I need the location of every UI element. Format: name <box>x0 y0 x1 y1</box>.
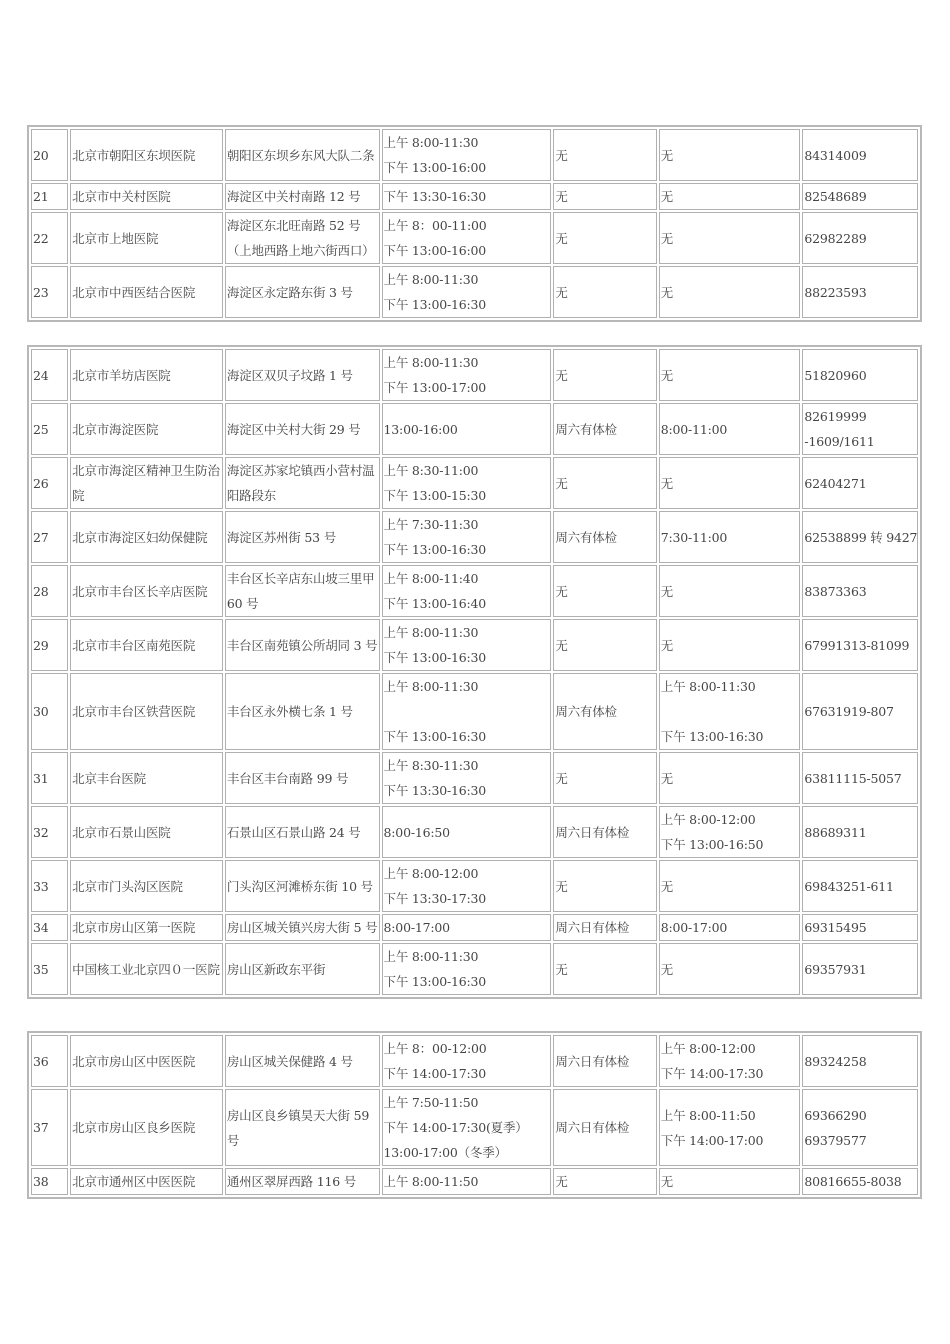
table-block-1 <box>27 125 922 322</box>
cell-line: 84314009 <box>804 147 867 163</box>
row-number: 34 <box>31 914 68 941</box>
phone-number <box>802 212 918 264</box>
weekend-hours <box>659 914 801 941</box>
cell-line: 无 <box>660 961 674 977</box>
phone-number <box>802 943 918 995</box>
hospital-table-3 <box>29 1033 920 1197</box>
cell-line: 下午 13:00-16:30 <box>383 650 486 665</box>
hospital-name: 北京市丰台区铁营医院 <box>70 673 223 750</box>
weekend-hours <box>659 1035 801 1087</box>
cell-line: 上午 8：00-12:00 <box>383 1041 487 1056</box>
weekend-exam: 无 <box>553 457 656 509</box>
hospital-address: 丰台区长辛店东山坡三里甲 60 号 <box>225 565 380 617</box>
line-spacer <box>661 699 800 724</box>
hospital-name: 北京市通州区中医医院 <box>70 1168 223 1195</box>
cell-line: 上午 8:30-11:30 <box>383 758 479 773</box>
weekend-exam: 周六日有体检 <box>553 1035 656 1087</box>
phone-number <box>802 1168 918 1195</box>
cell-line: 上午 7:30-11:30 <box>383 517 479 532</box>
hospital-name: 北京市石景山医院 <box>70 806 223 858</box>
cell-line: 无 <box>660 284 674 300</box>
row-number: 23 <box>31 266 68 318</box>
weekend-hours <box>659 403 801 455</box>
cell-line: 8:00-16:50 <box>383 824 450 840</box>
cell-line: 上午 8:00-12:00 <box>660 1041 756 1056</box>
cell-line: 51820960 <box>804 367 867 383</box>
weekend-hours <box>659 266 801 318</box>
hospital-name: 北京市房山区第一医院 <box>70 914 223 941</box>
table-row <box>31 1035 918 1087</box>
cell-line: 上午 8:00-11:30 <box>383 272 479 287</box>
cell-line: 67991313-81099 <box>804 637 910 653</box>
weekend-hours <box>659 1168 801 1195</box>
hospital-address: 海淀区苏家坨镇西小营村温阳路段东 <box>225 457 380 509</box>
phone-number <box>802 619 918 671</box>
cell-line: 无 <box>660 147 674 163</box>
cell-line: 82619999 <box>804 409 867 424</box>
hospital-address: 房山区新政东平街 <box>225 943 380 995</box>
weekend-exam: 周六有体检 <box>553 673 656 750</box>
hospital-address: 海淀区永定路东街 3 号 <box>225 266 380 318</box>
hospital-address: 海淀区双贝子坟路 1 号 <box>225 349 380 401</box>
phone-number <box>802 511 918 563</box>
hospital-table-2 <box>29 347 920 997</box>
cell-line: 上午 8:00-12:00 <box>660 812 756 827</box>
cell-line: 上午 8:00-11:30 <box>383 135 479 150</box>
cell-line: 63811115-5057 <box>804 770 902 786</box>
weekday-hours <box>382 511 552 563</box>
cell-line: 无 <box>660 1174 674 1189</box>
cell-line: 下午 13:00-16:40 <box>383 596 486 611</box>
row-number: 32 <box>31 806 68 858</box>
weekend-hours <box>659 860 801 912</box>
weekday-hours <box>382 212 552 264</box>
table-row <box>31 914 918 941</box>
weekend-hours <box>659 565 801 617</box>
row-number: 30 <box>31 673 68 750</box>
row-number: 27 <box>31 511 68 563</box>
cell-line: 69315495 <box>804 920 867 935</box>
cell-line: 上午 8:00-11:30 <box>383 679 479 694</box>
row-number: 33 <box>31 860 68 912</box>
weekday-hours <box>382 266 552 318</box>
weekend-exam: 无 <box>553 860 656 912</box>
table-body <box>31 349 918 995</box>
weekend-exam: 周六有体检 <box>553 511 656 563</box>
weekend-exam: 无 <box>553 129 656 181</box>
cell-line: 上午 8:30-11:00 <box>383 463 479 478</box>
cell-line: 下午 13:30-16:30 <box>383 189 486 204</box>
table-row <box>31 457 918 509</box>
cell-line: 62982289 <box>804 230 867 246</box>
weekday-hours <box>382 673 552 750</box>
weekend-hours <box>659 1089 801 1166</box>
weekend-hours <box>659 806 801 858</box>
cell-line: 上午 8:00-11:30 <box>383 355 479 370</box>
table-row <box>31 860 918 912</box>
weekday-hours <box>382 1035 552 1087</box>
weekday-hours <box>382 349 552 401</box>
weekday-hours <box>382 806 552 858</box>
phone-number <box>802 129 918 181</box>
weekend-exam: 无 <box>553 565 656 617</box>
weekend-exam: 无 <box>553 266 656 318</box>
weekday-hours <box>382 1089 552 1166</box>
weekend-exam: 无 <box>553 619 656 671</box>
weekday-hours <box>382 943 552 995</box>
weekday-hours <box>382 565 552 617</box>
weekend-hours <box>659 943 801 995</box>
table-block-2 <box>27 345 922 999</box>
weekend-exam: 无 <box>553 212 656 264</box>
cell-line: 下午 13:00-17:00 <box>383 380 486 395</box>
cell-line: 下午 13:00-16:30 <box>383 542 486 557</box>
phone-number <box>802 403 918 455</box>
cell-line: 62404271 <box>804 475 867 491</box>
phone-number <box>802 914 918 941</box>
hospital-address: 丰台区永外横七条 1 号 <box>225 673 380 750</box>
cell-line: 无 <box>660 637 674 653</box>
phone-number <box>802 349 918 401</box>
cell-line: 下午 13:00-15:30 <box>383 488 486 503</box>
cell-line: 下午 13:30-17:30 <box>383 891 486 906</box>
table-row <box>31 619 918 671</box>
table-row <box>31 511 918 563</box>
phone-number <box>802 266 918 318</box>
row-number: 36 <box>31 1035 68 1087</box>
cell-line: 无 <box>660 878 674 894</box>
weekday-hours <box>382 457 552 509</box>
row-number: 21 <box>31 183 68 210</box>
cell-line: 13:00-17:00（冬季） <box>383 1145 507 1160</box>
hospital-name: 北京市朝阳区东坝医院 <box>70 129 223 181</box>
hospital-address: 丰台区丰台南路 99 号 <box>225 752 380 804</box>
row-number: 26 <box>31 457 68 509</box>
cell-line: 80816655-8038 <box>804 1174 902 1189</box>
hospital-address: 海淀区东北旺南路 52 号（上地西路上地六街西口） <box>225 212 380 264</box>
weekend-exam: 周六日有体检 <box>553 806 656 858</box>
cell-line: 62538899 转 9427 <box>804 529 918 545</box>
cell-line: 无 <box>660 367 674 383</box>
table-row <box>31 403 918 455</box>
table-row <box>31 183 918 210</box>
cell-line: 89324258 <box>804 1053 867 1069</box>
hospital-table-1 <box>29 127 920 320</box>
cell-line: 88223593 <box>804 284 867 300</box>
cell-line: 上午 8:00-11:30 <box>383 625 479 640</box>
row-number: 22 <box>31 212 68 264</box>
phone-number <box>802 752 918 804</box>
row-number: 29 <box>31 619 68 671</box>
weekend-hours <box>659 349 801 401</box>
cell-line: 无 <box>660 475 674 491</box>
cell-line: 上午 8:00-11:30 <box>660 679 756 694</box>
weekend-exam: 无 <box>553 183 656 210</box>
table-row <box>31 266 918 318</box>
cell-line: 8:00-11:00 <box>660 421 728 437</box>
cell-line: 下午 13:30-16:30 <box>383 783 486 798</box>
hospital-address: 海淀区中关村大街 29 号 <box>225 403 380 455</box>
hospital-name: 北京市海淀区妇幼保健院 <box>70 511 223 563</box>
cell-line: 下午 13:00-16:30 <box>383 729 486 744</box>
hospital-address: 朝阳区东坝乡东风大队二条 <box>225 129 380 181</box>
weekday-hours <box>382 403 552 455</box>
weekday-hours <box>382 860 552 912</box>
cell-line: 上午 8:00-11:50 <box>660 1107 756 1123</box>
cell-line: 7:30-11:00 <box>660 529 728 545</box>
cell-line: 8:00-17:00 <box>660 920 728 935</box>
weekend-hours <box>659 619 801 671</box>
cell-line: 69843251-611 <box>804 878 894 894</box>
row-number: 25 <box>31 403 68 455</box>
weekend-hours <box>659 511 801 563</box>
cell-line: 下午 13:00-16:00 <box>383 160 486 175</box>
hospital-name: 北京市房山区良乡医院 <box>70 1089 223 1166</box>
cell-line: 上午 8：00-11:00 <box>383 218 487 233</box>
row-number: 24 <box>31 349 68 401</box>
weekend-exam: 周六日有体检 <box>553 1089 656 1166</box>
hospital-address: 房山区良乡镇昊天大街 59 号 <box>225 1089 380 1166</box>
hospital-address: 丰台区南苑镇公所胡同 3 号 <box>225 619 380 671</box>
cell-line: 下午 13:00-16:50 <box>660 837 764 852</box>
weekday-hours <box>382 752 552 804</box>
cell-line: 下午 14:00-17:30 <box>660 1066 764 1081</box>
cell-line: 8:00-17:00 <box>383 920 450 935</box>
weekend-hours <box>659 752 801 804</box>
table-row <box>31 943 918 995</box>
row-number: 38 <box>31 1168 68 1195</box>
table-row <box>31 806 918 858</box>
hospital-name: 中国核工业北京四０一医院 <box>70 943 223 995</box>
cell-line: 69366290 <box>804 1107 867 1123</box>
phone-number <box>802 806 918 858</box>
table-body <box>31 129 918 318</box>
table-row <box>31 129 918 181</box>
weekday-hours <box>382 914 552 941</box>
row-number: 37 <box>31 1089 68 1166</box>
phone-number <box>802 673 918 750</box>
hospital-name: 北京丰台医院 <box>70 752 223 804</box>
cell-line: 上午 8:00-12:00 <box>383 866 479 881</box>
cell-line: -1609/1611 <box>804 434 875 449</box>
weekend-exam: 无 <box>553 943 656 995</box>
hospital-address: 通州区翠屏西路 116 号 <box>225 1168 380 1195</box>
weekday-hours <box>382 129 552 181</box>
weekend-exam: 无 <box>553 349 656 401</box>
phone-number <box>802 457 918 509</box>
weekend-hours <box>659 183 801 210</box>
phone-number <box>802 183 918 210</box>
cell-line: 88689311 <box>804 824 867 840</box>
cell-line: 无 <box>660 770 674 786</box>
cell-line: 下午 14:00-17:30(夏季） <box>383 1120 528 1135</box>
hospital-name: 北京市中西医结合医院 <box>70 266 223 318</box>
table-row <box>31 1168 918 1195</box>
hospital-name: 北京市海淀区精神卫生防治院 <box>70 457 223 509</box>
hospital-name: 北京市门头沟区医院 <box>70 860 223 912</box>
hospital-address: 房山区城关镇兴房大街 5 号 <box>225 914 380 941</box>
cell-line: 69357931 <box>804 961 867 977</box>
phone-number <box>802 860 918 912</box>
weekend-hours <box>659 673 801 750</box>
weekend-exam: 周六有体检 <box>553 403 656 455</box>
hospital-address: 石景山区石景山路 24 号 <box>225 806 380 858</box>
cell-line: 下午 13:00-16:30 <box>383 974 486 989</box>
weekend-hours <box>659 129 801 181</box>
hospital-name: 北京市海淀医院 <box>70 403 223 455</box>
table-row <box>31 565 918 617</box>
table-row <box>31 349 918 401</box>
weekday-hours <box>382 619 552 671</box>
cell-line: 下午 13:00-16:00 <box>383 243 486 258</box>
hospital-name: 北京市丰台区长辛店医院 <box>70 565 223 617</box>
hospital-name: 北京市丰台区南苑医院 <box>70 619 223 671</box>
weekday-hours <box>382 1168 552 1195</box>
weekend-hours <box>659 457 801 509</box>
cell-line: 下午 14:00-17:30 <box>383 1066 486 1081</box>
cell-line: 上午 8:00-11:40 <box>383 571 479 586</box>
hospital-address: 房山区城关保健路 4 号 <box>225 1035 380 1087</box>
weekend-exam: 无 <box>553 1168 656 1195</box>
cell-line: 上午 8:00-11:50 <box>383 1174 479 1189</box>
cell-line: 13:00-16:00 <box>383 421 458 437</box>
hospital-name: 北京市上地医院 <box>70 212 223 264</box>
cell-line: 下午 14:00-17:00 <box>660 1132 764 1148</box>
cell-line: 69379577 <box>804 1132 867 1148</box>
cell-line: 无 <box>660 230 674 246</box>
cell-line: 67631919-807 <box>804 704 894 719</box>
hospital-address: 门头沟区河滩桥东街 10 号 <box>225 860 380 912</box>
hospital-name: 北京市房山区中医医院 <box>70 1035 223 1087</box>
hospital-address: 海淀区中关村南路 12 号 <box>225 183 380 210</box>
weekend-exam: 周六日有体检 <box>553 914 656 941</box>
row-number: 28 <box>31 565 68 617</box>
cell-line: 下午 13:00-16:30 <box>383 297 486 312</box>
line-spacer <box>384 699 551 724</box>
cell-line: 无 <box>660 189 674 204</box>
phone-number <box>802 1089 918 1166</box>
cell-line: 上午 7:50-11:50 <box>383 1095 479 1110</box>
row-number: 20 <box>31 129 68 181</box>
hospital-name: 北京市羊坊店医院 <box>70 349 223 401</box>
table-block-3 <box>27 1031 922 1199</box>
cell-line: 下午 13:00-16:30 <box>660 729 764 744</box>
phone-number <box>802 1035 918 1087</box>
table-row <box>31 752 918 804</box>
table-body <box>31 1035 918 1195</box>
hospital-address: 海淀区苏州街 53 号 <box>225 511 380 563</box>
cell-line: 无 <box>660 583 674 599</box>
table-row <box>31 673 918 750</box>
cell-line: 83873363 <box>804 583 867 599</box>
weekend-hours <box>659 212 801 264</box>
table-row <box>31 1089 918 1166</box>
row-number: 35 <box>31 943 68 995</box>
cell-line: 82548689 <box>804 189 867 204</box>
table-row <box>31 212 918 264</box>
cell-line: 上午 8:00-11:30 <box>383 949 479 964</box>
phone-number <box>802 565 918 617</box>
hospital-name: 北京市中关村医院 <box>70 183 223 210</box>
weekend-exam: 无 <box>553 752 656 804</box>
row-number: 31 <box>31 752 68 804</box>
weekday-hours <box>382 183 552 210</box>
